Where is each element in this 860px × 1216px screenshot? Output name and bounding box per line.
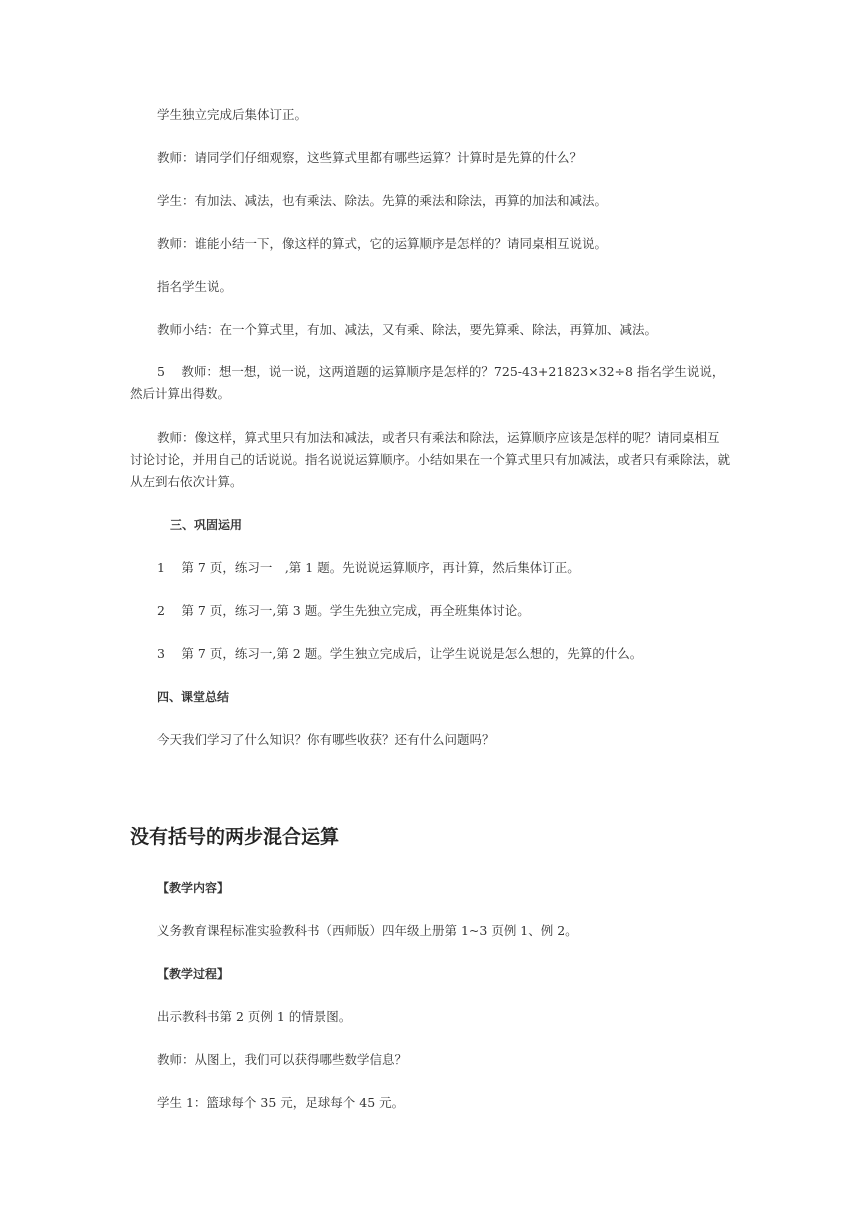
paragraph-step-5: 5 教师：想一想，说一说，这两道题的运算顺序是怎样的？725-43+21823×32÷8 指名学生说说，然后计算出得数。 [130,364,725,401]
paragraph-correction: 学生独立完成后集体订正。 [157,107,308,122]
heading-teaching-content: 【教学内容】 [157,881,230,895]
paragraph-teacher-summary: 教师小结：在一个算式里，有加、减法，又有乘、除法，要先算乘、除法，再算加、减法。 [157,322,658,337]
paragraph-call-student: 指名学生说。 [157,279,233,294]
paragraph-teacher-question: 教师：请同学们仔细观察，这些算式里都有哪些运算？计算时是先算的什么？ [157,150,583,165]
paragraph-teaching-content: 义务教育课程标准实验教科书（西师版）四年级上册第 1~3 页例 1、例 2。 [157,923,578,938]
section-heading-summary: 四、课堂总结 [157,690,230,704]
exercise-item: 2 第 7 页，练习一,第 3 题。学生先独立完成，再全班集体讨论。 [157,603,530,618]
paragraph-order-discussion: 教师：像这样，算式里只有加法和减法，或者只有乘法和除法，运算顺序应该是怎样的呢？请同桌相互讨论讨论，并用自己的话说说。指名说说运算顺序。小结如果在一个算式里只有加减法，或者只有乘除法，就从左到右依次计算。 [130,430,731,489]
process-line: 学生 1：篮球每个 35 元，足球每个 45 元。 [157,1095,405,1110]
process-line: 出示教科书第 2 页例 1 的情景图。 [157,1009,352,1024]
exercise-item: 1 第 7 页，练习一 ,第 1 题。先说说运算顺序，再计算，然后集体订正。 [157,560,580,575]
paragraph-student-answer: 学生：有加法、减法，也有乘法、除法。先算的乘法和除法，再算的加法和减法。 [157,193,608,208]
process-line: 教师：从图上，我们可以获得哪些数学信息？ [157,1052,408,1067]
exercise-item: 3 第 7 页，练习一,第 2 题。学生独立完成后，让学生说说是怎么想的，先算的什么。 [157,646,643,661]
lesson-title: 没有括号的两步混合运算 [130,826,340,848]
section-heading-consolidation: 三、巩固运用 [170,518,243,532]
paragraph-teacher-summary-prompt: 教师：谁能小结一下，像这样的算式，它的运算顺序是怎样的？请同桌相互说说。 [157,236,608,251]
heading-teaching-process: 【教学过程】 [157,967,230,981]
paragraph-class-summary: 今天我们学习了什么知识？你有哪些收获？还有什么问题吗？ [157,732,495,747]
